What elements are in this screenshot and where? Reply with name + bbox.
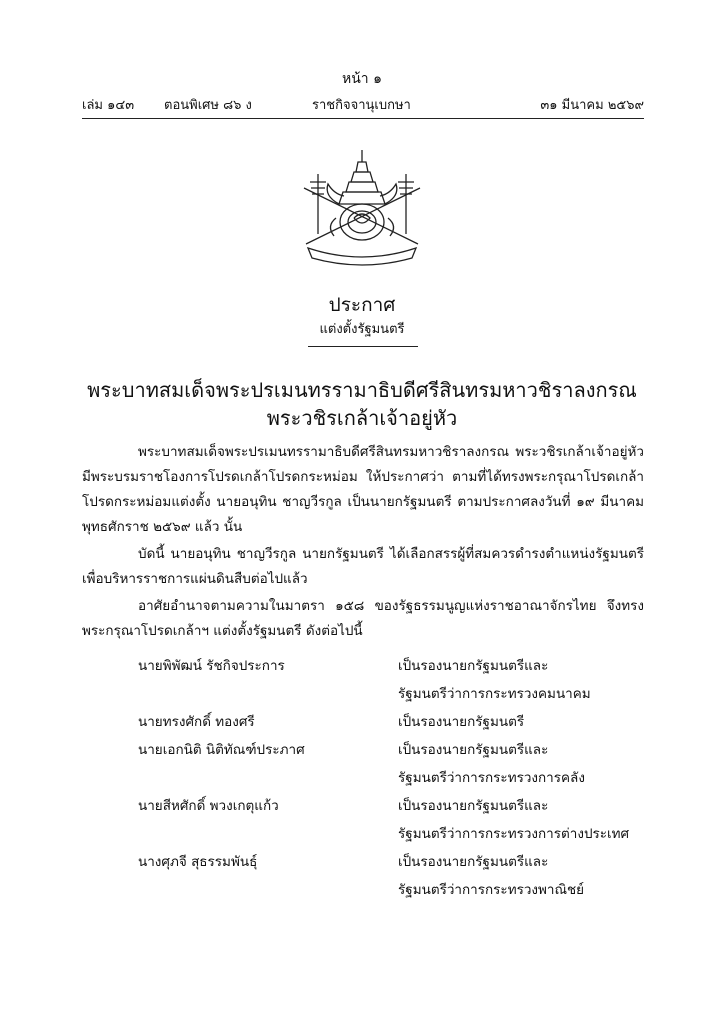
royal-cipher-emblem [288,148,436,270]
gazette-header [82,94,644,116]
appointee-name: นายทรงศักดิ์ ทองศรี [138,714,255,730]
announcement-title: ประกาศ [328,294,396,316]
title-divider [308,346,418,347]
announcement-subtitle: แต่งตั้งรัฐมนตรี [319,322,405,337]
appointee-position [398,652,644,708]
body-paragraph-1: พระบาทสมเด็จพระปรเมนทรรามาธิบดีศรีสินทรมหาวชิราลงกรณ พระวชิรเกล้าเจ้าอยู่หัว มีพระบรมราชโองการโปรดเกล้าโปรดกระหม่อม ให้ประกาศว่า ตามที่ได้ทรงพระกรุณาโปรดเกล้าโปรดกระหม่อมแต่งตั้ง นายอนุทิน ชาญวีรกูล เป็นนายกรัฐมนตรี ตามประกาศลงวันที่ ๑๙ มีนาคม พุทธศักราช ๒๕๖๙ แล้ว นั้น [82,444,644,535]
position-line: รัฐมนตรีว่าการกระทรวงการคลัง [398,770,585,786]
volume-number: เล่ม ๑๔๓ [82,98,135,113]
appointee-position [398,736,644,792]
position-line: เป็นรองนายกรัฐมนตรีและ [398,854,549,870]
appointment-entry [82,848,644,904]
page-number: หน้า ๑ [342,71,382,87]
position-line: รัฐมนตรีว่าการกระทรวงการต่างประเทศ [398,826,630,842]
appointment-entry [82,708,644,736]
king-title-line-1: พระบาทสมเด็จพระปรเมนทรรามาธิบดีศรีสินทรมหาวชิราลงกรณ [87,378,637,402]
appointee-name: นายเอกนิติ นิติทัณฑ์ประภาศ [138,742,305,758]
gazette-date: ๓๑ มีนาคม ๒๕๖๙ [540,98,644,113]
special-issue-number: ตอนพิเศษ ๘๖ ง [164,98,252,113]
appointee-name: นางศุภจี สุธรรมพันธุ์ [138,854,258,870]
position-line: รัฐมนตรีว่าการกระทรวงพาณิชย์ [398,882,585,898]
body-paragraph-3: อาศัยอำนาจตามความในมาตรา ๑๕๘ ของรัฐธรรมนูญแห่งราชอาณาจักรไทย จึงทรงพระกรุณาโปรดเกล้าฯ แต่งตั้งรัฐมนตรี ดังต่อไปนี้ [82,598,644,639]
position-line: รัฐมนตรีว่าการกระทรวงคมนาคม [398,686,591,702]
position-line: เป็นรองนายกรัฐมนตรี [398,714,525,730]
appointee-name: นายสีหศักดิ์ พวงเกตุแก้ว [138,798,279,814]
position-line: เป็นรองนายกรัฐมนตรีและ [398,658,549,674]
appointee-name: นายพิพัฒน์ รัชกิจประการ [138,658,285,674]
position-line: เป็นรองนายกรัฐมนตรีและ [398,798,549,814]
appointee-position [398,848,644,904]
royal-cipher-emblem-icon [288,148,436,270]
appointments-list [82,652,644,904]
appointee-position [398,708,644,736]
king-title-line-2: พระวชิรเกล้าเจ้าอยู่หัว [266,406,458,430]
header-rule [82,118,644,119]
body-paragraph-2: บัดนี้ นายอนุทิน ชาญวีรกูล นายกรัฐมนตรี ได้เลือกสรรผู้ที่สมควรดำรงตำแหน่งรัฐมนตรีเพื่อบริหารราชการแผ่นดินสืบต่อไปแล้ว [82,546,644,587]
position-line: เป็นรองนายกรัฐมนตรีและ [398,742,549,758]
appointment-entry [82,736,644,792]
appointment-entry [82,652,644,708]
appointee-position [398,792,644,848]
appointment-entry [82,792,644,848]
gazette-name: ราชกิจจานุเบกษา [312,98,411,113]
